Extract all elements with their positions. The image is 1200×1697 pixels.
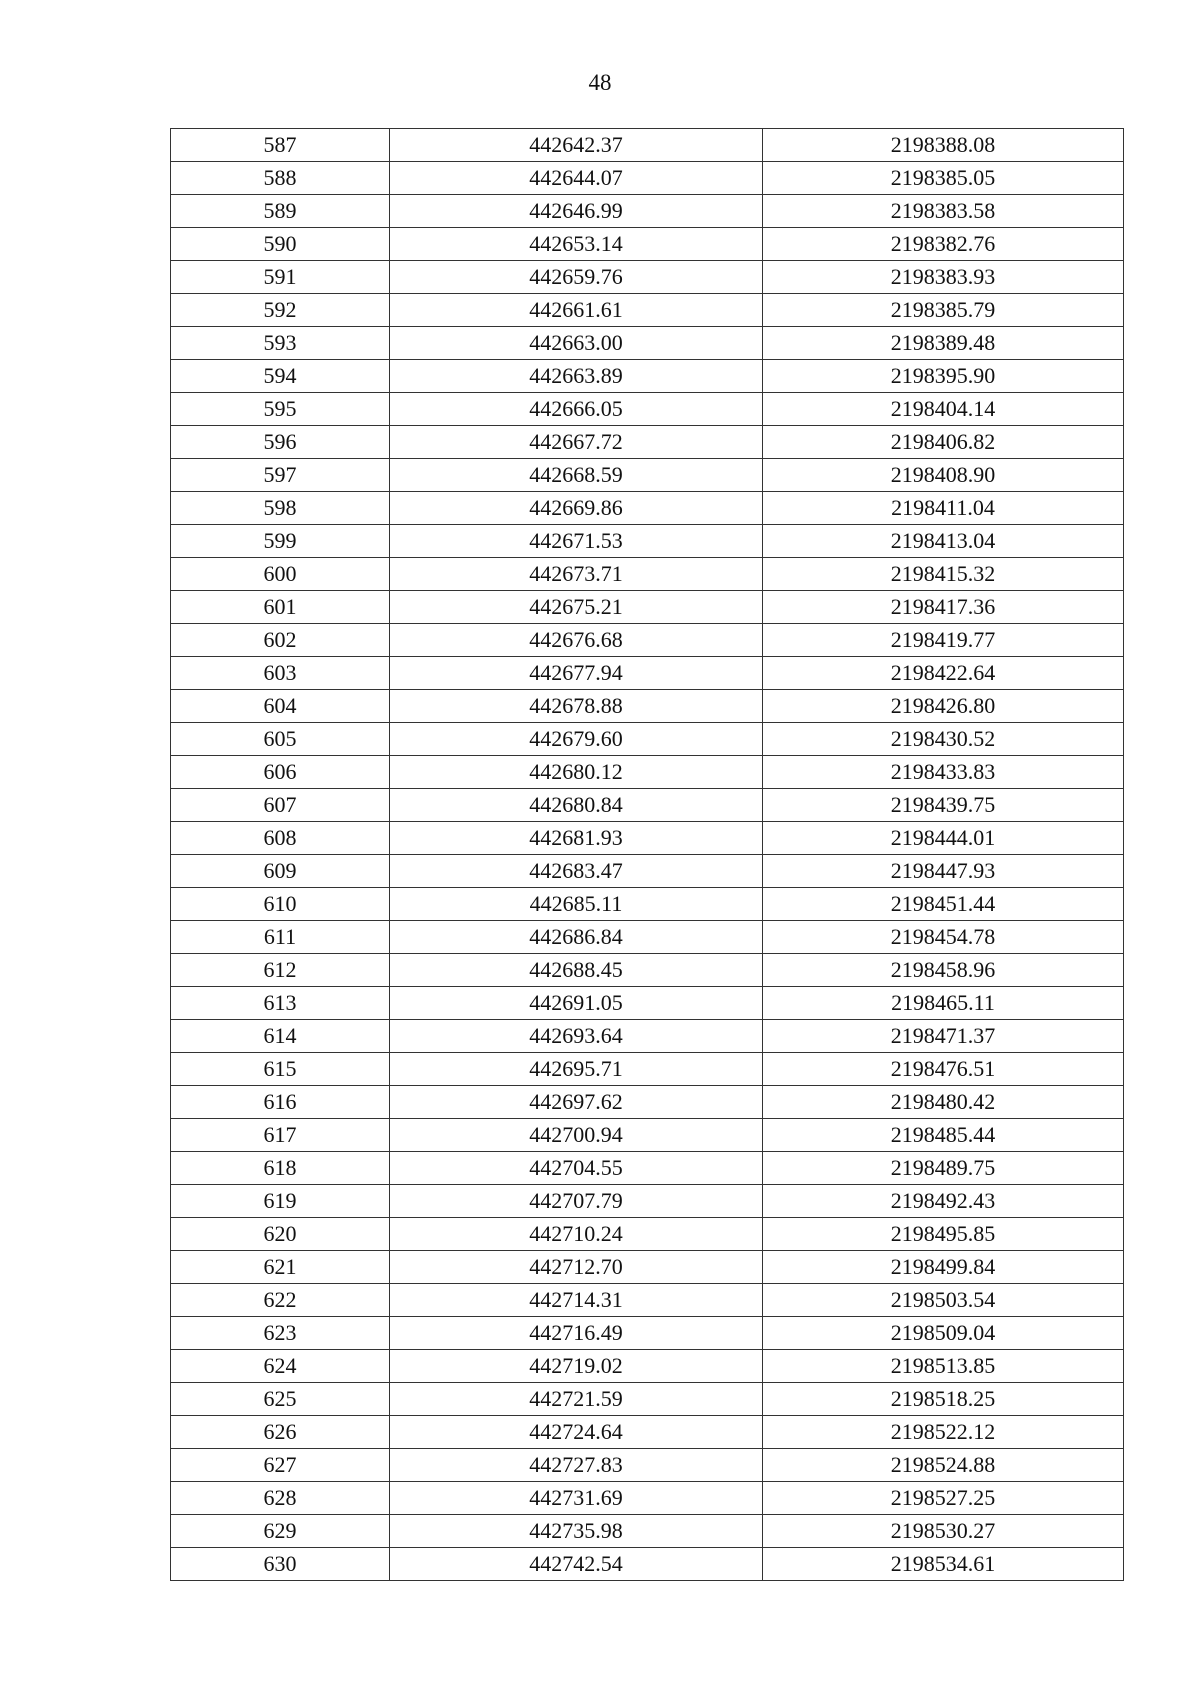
point-number-cell: 611 (171, 921, 390, 954)
table-row (171, 459, 1124, 492)
point-number-cell: 595 (171, 393, 390, 426)
y-coordinate-cell: 2198430.52 (763, 723, 1124, 756)
table-row (171, 360, 1124, 393)
x-coordinate-cell: 442721.59 (390, 1383, 763, 1416)
table-row (171, 822, 1124, 855)
x-coordinate-cell: 442714.31 (390, 1284, 763, 1317)
x-coordinate-cell: 442700.94 (390, 1119, 763, 1152)
point-number-cell: 587 (171, 129, 390, 162)
y-coordinate-cell: 2198422.64 (763, 657, 1124, 690)
y-coordinate-cell: 2198426.80 (763, 690, 1124, 723)
y-coordinate-cell: 2198451.44 (763, 888, 1124, 921)
y-coordinate-cell: 2198408.90 (763, 459, 1124, 492)
y-coordinate-cell: 2198395.90 (763, 360, 1124, 393)
table-row (171, 129, 1124, 162)
x-coordinate-cell: 442731.69 (390, 1482, 763, 1515)
point-number-cell: 616 (171, 1086, 390, 1119)
point-number-cell: 600 (171, 558, 390, 591)
table-row (171, 855, 1124, 888)
point-number-cell: 589 (171, 195, 390, 228)
y-coordinate-cell: 2198471.37 (763, 1020, 1124, 1053)
y-coordinate-cell: 2198417.36 (763, 591, 1124, 624)
x-coordinate-cell: 442678.88 (390, 690, 763, 723)
y-coordinate-cell: 2198522.12 (763, 1416, 1124, 1449)
y-coordinate-cell: 2198411.04 (763, 492, 1124, 525)
x-coordinate-cell: 442693.64 (390, 1020, 763, 1053)
y-coordinate-cell: 2198385.79 (763, 294, 1124, 327)
x-coordinate-cell: 442661.61 (390, 294, 763, 327)
point-number-cell: 614 (171, 1020, 390, 1053)
x-coordinate-cell: 442675.21 (390, 591, 763, 624)
table-row (171, 1086, 1124, 1119)
table-row (171, 1317, 1124, 1350)
x-coordinate-cell: 442685.11 (390, 888, 763, 921)
coordinates-table (170, 128, 1124, 1581)
point-number-cell: 590 (171, 228, 390, 261)
table-row (171, 228, 1124, 261)
table-row (171, 558, 1124, 591)
table-row (171, 723, 1124, 756)
table-row (171, 1251, 1124, 1284)
y-coordinate-cell: 2198495.85 (763, 1218, 1124, 1251)
y-coordinate-cell: 2198383.58 (763, 195, 1124, 228)
table-row (171, 1218, 1124, 1251)
x-coordinate-cell: 442668.59 (390, 459, 763, 492)
point-number-cell: 610 (171, 888, 390, 921)
table-row (171, 162, 1124, 195)
table-row (171, 393, 1124, 426)
x-coordinate-cell: 442646.99 (390, 195, 763, 228)
x-coordinate-cell: 442644.07 (390, 162, 763, 195)
point-number-cell: 603 (171, 657, 390, 690)
point-number-cell: 601 (171, 591, 390, 624)
x-coordinate-cell: 442712.70 (390, 1251, 763, 1284)
x-coordinate-cell: 442688.45 (390, 954, 763, 987)
table-row (171, 1383, 1124, 1416)
x-coordinate-cell: 442724.64 (390, 1416, 763, 1449)
point-number-cell: 592 (171, 294, 390, 327)
x-coordinate-cell: 442680.12 (390, 756, 763, 789)
point-number-cell: 588 (171, 162, 390, 195)
x-coordinate-cell: 442727.83 (390, 1449, 763, 1482)
point-number-cell: 612 (171, 954, 390, 987)
y-coordinate-cell: 2198465.11 (763, 987, 1124, 1020)
x-coordinate-cell: 442663.00 (390, 327, 763, 360)
y-coordinate-cell: 2198382.76 (763, 228, 1124, 261)
x-coordinate-cell: 442669.86 (390, 492, 763, 525)
x-coordinate-cell: 442695.71 (390, 1053, 763, 1086)
x-coordinate-cell: 442707.79 (390, 1185, 763, 1218)
table-row (171, 1284, 1124, 1317)
y-coordinate-cell: 2198413.04 (763, 525, 1124, 558)
y-coordinate-cell: 2198527.25 (763, 1482, 1124, 1515)
table-row (171, 1020, 1124, 1053)
x-coordinate-cell: 442667.72 (390, 426, 763, 459)
x-coordinate-cell: 442653.14 (390, 228, 763, 261)
x-coordinate-cell: 442679.60 (390, 723, 763, 756)
y-coordinate-cell: 2198480.42 (763, 1086, 1124, 1119)
y-coordinate-cell: 2198476.51 (763, 1053, 1124, 1086)
y-coordinate-cell: 2198439.75 (763, 789, 1124, 822)
x-coordinate-cell: 442704.55 (390, 1152, 763, 1185)
x-coordinate-cell: 442666.05 (390, 393, 763, 426)
point-number-cell: 607 (171, 789, 390, 822)
table-row (171, 591, 1124, 624)
point-number-cell: 623 (171, 1317, 390, 1350)
point-number-cell: 621 (171, 1251, 390, 1284)
table-row (171, 426, 1124, 459)
x-coordinate-cell: 442673.71 (390, 558, 763, 591)
point-number-cell: 604 (171, 690, 390, 723)
table-row (171, 954, 1124, 987)
y-coordinate-cell: 2198503.54 (763, 1284, 1124, 1317)
table-row (171, 1350, 1124, 1383)
point-number-cell: 619 (171, 1185, 390, 1218)
point-number-cell: 624 (171, 1350, 390, 1383)
table-row (171, 1185, 1124, 1218)
table-row (171, 888, 1124, 921)
x-coordinate-cell: 442716.49 (390, 1317, 763, 1350)
y-coordinate-cell: 2198530.27 (763, 1515, 1124, 1548)
y-coordinate-cell: 2198389.48 (763, 327, 1124, 360)
x-coordinate-cell: 442742.54 (390, 1548, 763, 1581)
x-coordinate-cell: 442735.98 (390, 1515, 763, 1548)
table-row (171, 1515, 1124, 1548)
table-row (171, 987, 1124, 1020)
point-number-cell: 606 (171, 756, 390, 789)
table-row (171, 756, 1124, 789)
x-coordinate-cell: 442671.53 (390, 525, 763, 558)
table-row (171, 525, 1124, 558)
table-row (171, 1449, 1124, 1482)
point-number-cell: 618 (171, 1152, 390, 1185)
table-row (171, 261, 1124, 294)
table-row (171, 1482, 1124, 1515)
x-coordinate-cell: 442680.84 (390, 789, 763, 822)
point-number-cell: 591 (171, 261, 390, 294)
table-row (171, 1119, 1124, 1152)
y-coordinate-cell: 2198419.77 (763, 624, 1124, 657)
y-coordinate-cell: 2198454.78 (763, 921, 1124, 954)
table-row (171, 921, 1124, 954)
y-coordinate-cell: 2198433.83 (763, 756, 1124, 789)
point-number-cell: 617 (171, 1119, 390, 1152)
table-row (171, 1416, 1124, 1449)
y-coordinate-cell: 2198447.93 (763, 855, 1124, 888)
point-number-cell: 620 (171, 1218, 390, 1251)
y-coordinate-cell: 2198513.85 (763, 1350, 1124, 1383)
point-number-cell: 598 (171, 492, 390, 525)
point-number-cell: 608 (171, 822, 390, 855)
y-coordinate-cell: 2198509.04 (763, 1317, 1124, 1350)
table-row (171, 1152, 1124, 1185)
x-coordinate-cell: 442686.84 (390, 921, 763, 954)
table-row (171, 294, 1124, 327)
point-number-cell: 613 (171, 987, 390, 1020)
y-coordinate-cell: 2198404.14 (763, 393, 1124, 426)
x-coordinate-cell: 442677.94 (390, 657, 763, 690)
y-coordinate-cell: 2198415.32 (763, 558, 1124, 591)
point-number-cell: 594 (171, 360, 390, 393)
x-coordinate-cell: 442697.62 (390, 1086, 763, 1119)
y-coordinate-cell: 2198406.82 (763, 426, 1124, 459)
table-row (171, 327, 1124, 360)
x-coordinate-cell: 442659.76 (390, 261, 763, 294)
point-number-cell: 615 (171, 1053, 390, 1086)
x-coordinate-cell: 442691.05 (390, 987, 763, 1020)
table-row (171, 657, 1124, 690)
point-number-cell: 622 (171, 1284, 390, 1317)
point-number-cell: 596 (171, 426, 390, 459)
table-row (171, 492, 1124, 525)
x-coordinate-cell: 442683.47 (390, 855, 763, 888)
point-number-cell: 602 (171, 624, 390, 657)
point-number-cell: 628 (171, 1482, 390, 1515)
coordinates-table-body (171, 129, 1124, 1581)
x-coordinate-cell: 442676.68 (390, 624, 763, 657)
x-coordinate-cell: 442719.02 (390, 1350, 763, 1383)
point-number-cell: 609 (171, 855, 390, 888)
x-coordinate-cell: 442681.93 (390, 822, 763, 855)
table-row (171, 690, 1124, 723)
point-number-cell: 593 (171, 327, 390, 360)
y-coordinate-cell: 2198388.08 (763, 129, 1124, 162)
y-coordinate-cell: 2198383.93 (763, 261, 1124, 294)
point-number-cell: 599 (171, 525, 390, 558)
y-coordinate-cell: 2198499.84 (763, 1251, 1124, 1284)
y-coordinate-cell: 2198458.96 (763, 954, 1124, 987)
table-row (171, 1548, 1124, 1581)
table-row (171, 789, 1124, 822)
y-coordinate-cell: 2198489.75 (763, 1152, 1124, 1185)
y-coordinate-cell: 2198518.25 (763, 1383, 1124, 1416)
table-row (171, 1053, 1124, 1086)
page-number: 48 (588, 70, 612, 95)
x-coordinate-cell: 442710.24 (390, 1218, 763, 1251)
point-number-cell: 605 (171, 723, 390, 756)
y-coordinate-cell: 2198534.61 (763, 1548, 1124, 1581)
table-row (171, 624, 1124, 657)
table-row (171, 195, 1124, 228)
y-coordinate-cell: 2198444.01 (763, 822, 1124, 855)
point-number-cell: 629 (171, 1515, 390, 1548)
point-number-cell: 625 (171, 1383, 390, 1416)
y-coordinate-cell: 2198492.43 (763, 1185, 1124, 1218)
y-coordinate-cell: 2198385.05 (763, 162, 1124, 195)
y-coordinate-cell: 2198524.88 (763, 1449, 1124, 1482)
x-coordinate-cell: 442642.37 (390, 129, 763, 162)
point-number-cell: 626 (171, 1416, 390, 1449)
point-number-cell: 630 (171, 1548, 390, 1581)
x-coordinate-cell: 442663.89 (390, 360, 763, 393)
point-number-cell: 597 (171, 459, 390, 492)
point-number-cell: 627 (171, 1449, 390, 1482)
y-coordinate-cell: 2198485.44 (763, 1119, 1124, 1152)
